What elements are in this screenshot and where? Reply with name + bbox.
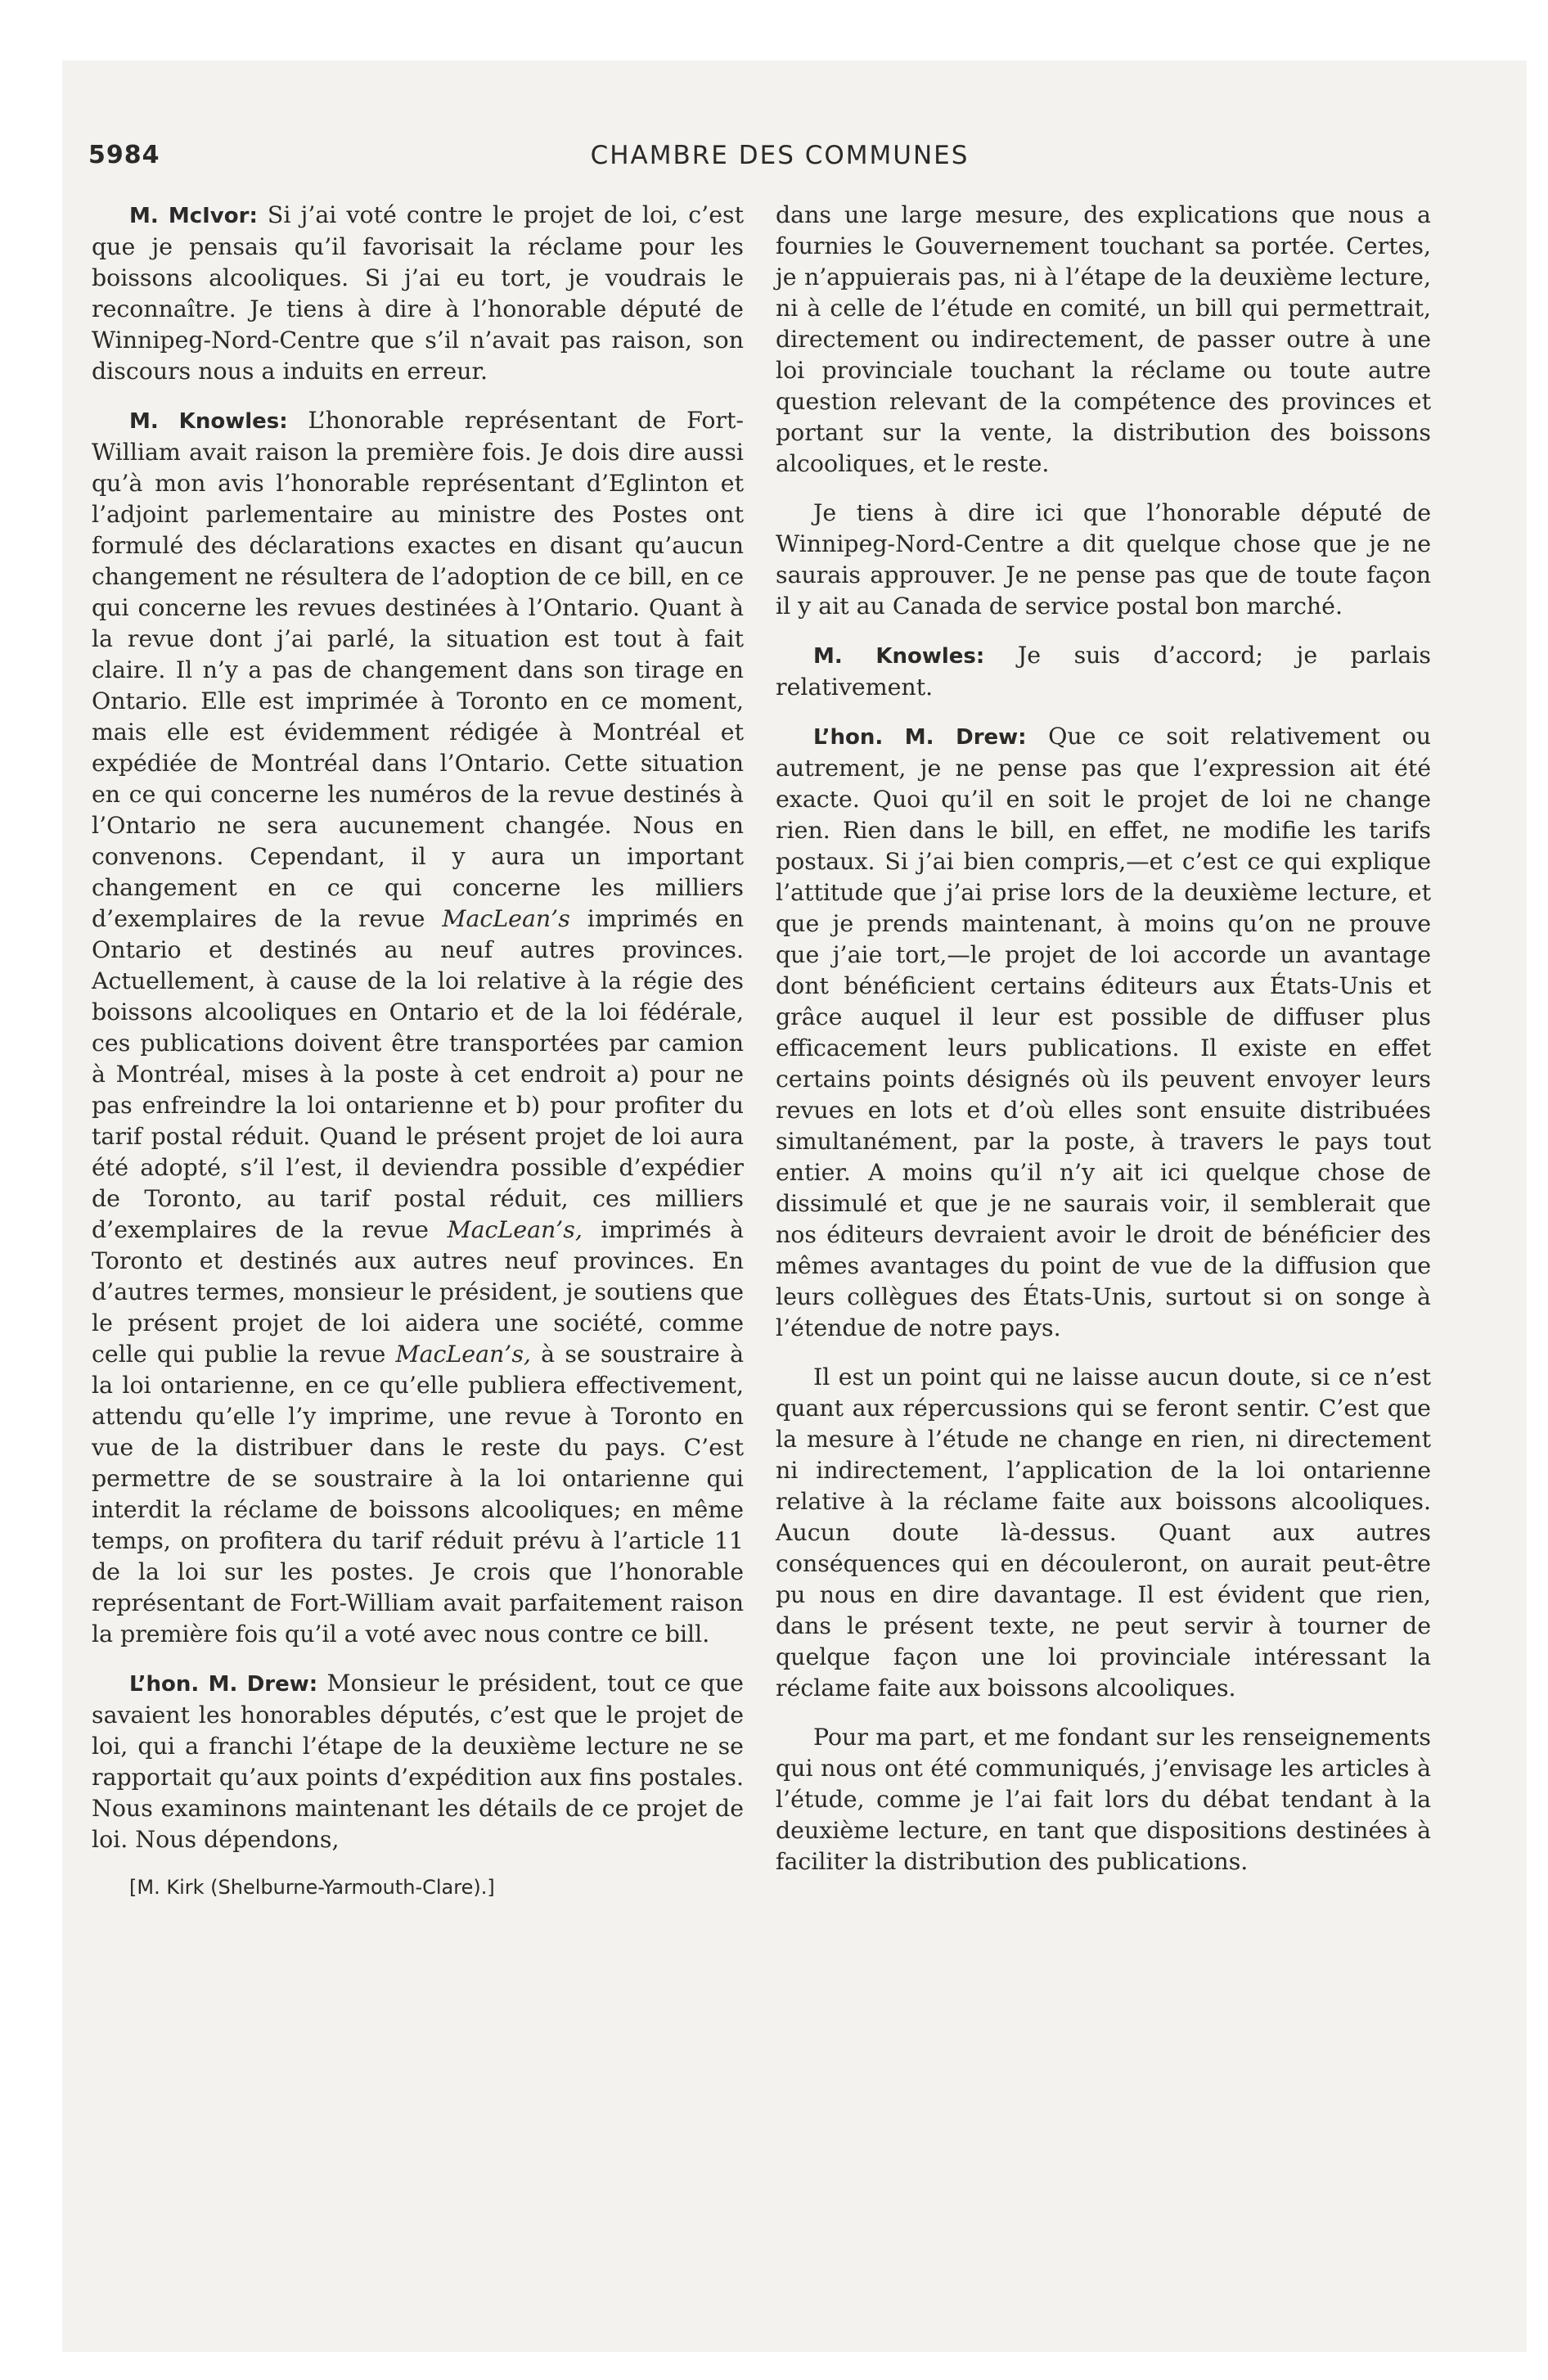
speaker-name: L’hon. M. Drew: xyxy=(813,725,1027,750)
speech-text: Si j’ai voté contre le projet de loi, c’est que je pensais qu’il favorisait la réclame pour les boissons alcooliques. Si j’ai eu tort, je voudrais le reconnaître. Je tiens à dire à l’honorable député de Winnipeg-Nord-Centre que s’il n’avait pas raison, son discours nous a induits en erreur. xyxy=(92,201,744,385)
paragraph: Pour ma part, et me fondant sur les renseignements qui nous ont été communiqués, j’envisage les articles à l’étude, comme je l’ai fait lors du débat tendant à la deuxième lecture, en tant que dispositions destinées à faciliter la distribution des publications. xyxy=(776,1724,1431,1875)
speaker-name: M. Knowles: xyxy=(813,644,985,669)
speech-text: imprimés à Toronto et destinés aux autres neuf provinces. En d’autres termes, monsieur le président, je soutiens que le présent projet de loi aidera une société, comme celle qui publie la revue xyxy=(92,1216,744,1368)
speech-continuation: dans une large mesure, des explications que nous a fournies le Gouvernement touchant sa portée. Certes, je n’appuierais pas, ni à l’étape de la deuxième lecture, ni à celle de l’étude en comité, un bill qui permettrait, directement ou indirectement, de passer outre à une loi provinciale touchant la réclame ou toute autre question relevant de la compétence des provinces et portant sur la vente, la distribution des boissons alcooliques, et le reste. xyxy=(776,201,1431,477)
page-number: 5984 xyxy=(88,141,160,169)
publication-title: MacLean’s, xyxy=(447,1216,583,1243)
speech-text: Je suis d’accord; je parlais relativement. xyxy=(776,642,1431,701)
publication-title: MacLean’s xyxy=(442,905,570,932)
footer-note: [M. Kirk (Shelburne-Yarmouth-Clare).] xyxy=(129,1876,495,1899)
speech-text: Que ce soit relativement ou autrement, je ne pense pas que l’expression ait été exacte. Quoi qu’il en soit le projet de loi ne change rien. Rien dans le bill, en effet, ne modifie les tarifs postaux. Si j’ai bien compris,—et c’est ce qui explique l’attitude que j’ai prise lors de la deuxième lecture, et que je prends maintenant, à moins qu’on ne prouve que j’aie tort,—le projet de loi accorde un avantage dont bénéficient certains éditeurs aux États-Unis et grâce auquel il leur est possible de diffuser plus efficacement leurs publications. Il existe en effet certains points désignés où ils peuvent envoyer leurs revues en lots et d’où elles sont ensuite distribuées simultanément, par la poste, à travers le pays tout entier. A moins qu’il n’y ait ici quelque chose de dissimulé et que je ne saurais voir, il semblerait que nos éditeurs devraient avoir le droit de bénéficier des mêmes avantages du point de vue de la diffusion que leurs collègues des États-Unis, surtout si on songe à l’étendue de notre pays. xyxy=(776,723,1431,1341)
page-header xyxy=(88,141,1471,174)
running-title: CHAMBRE DES COMMUNES xyxy=(590,141,970,170)
speech-drew xyxy=(92,1668,744,1855)
speech-mcivor xyxy=(92,200,744,387)
speech-knowles xyxy=(92,405,744,1650)
right-column xyxy=(776,200,1431,1895)
publication-title: MacLean’s, xyxy=(395,1341,531,1368)
speech-drew xyxy=(776,721,1431,1344)
paragraph: Il est un point qui ne laisse aucun doute, si ce n’est quant aux répercussions qui se feront sentir. C’est que la mesure à l’étude ne change en rien, ni directement ni indirectement, l’application de la loi ontarienne relative à la réclame faite aux boissons alcooliques. Aucun doute là-dessus. Quant aux autres conséquences qui en découleront, on aurait peut-être pu nous en dire davantage. Il est évident que rien, dans le présent texte, ne peut servir à tourner de quelque façon une loi provinciale intéressant la réclame faite aux boissons alcooliques. xyxy=(776,1364,1431,1702)
speaker-name: L’hon. M. Drew: xyxy=(129,1672,318,1697)
speech-text: imprimés en Ontario et destinés au neuf autres provinces. Actuellement, à cause de la loi relative à la régie des boissons alcooliques en Ontario et de la loi fédérale, ces publications doivent être transportées par camion à Montréal, mises à la poste à cet endroit a) pour ne pas enfreindre la loi ontarienne et b) pour profiter du tarif postal réduit. Quand le présent projet de loi aura été adopté, s’il l’est, il deviendra possible d’expédier de Toronto, au tarif postal réduit, ces milliers d’exemplaires de la revue xyxy=(92,905,744,1243)
speaker-name: M. McIvor: xyxy=(129,204,258,228)
speech-text: L’honorable représentant de Fort-William avait raison la première fois. Je dois dire aussi qu’à mon avis l’honorable représentant d’Eglinton et l’adjoint parlementaire au ministre des Postes ont formulé des déclarations exactes en disant qu’aucun changement ne résultera de l’adoption de ce bill, en ce qui concerne les revues destinées à l’Ontario. Quant à la revue dont j’ai parlé, la situation est tout à fait claire. Il n’y a pas de changement dans son tirage en Ontario. Elle est imprimée à Toronto en ce moment, mais elle est évidemment rédigée à Montréal et expédiée de Montréal dans l’Ontario. Cette situation en ce qui concerne les numéros de la revue destinés à l’Ontario ne sera aucunement changée. Nous en convenons. Cependant, il y aura un important changement en ce qui concerne les milliers d’exemplaires de la revue xyxy=(92,407,744,932)
speaker-name: M. Knowles: xyxy=(129,409,288,434)
paragraph: Je tiens à dire ici que l’honorable député de Winnipeg-Nord-Centre a dit quelque chose que je ne saurais approuver. Je ne pense pas que de toute façon il y ait au Canada de service postal bon marché. xyxy=(776,499,1431,620)
speech-text: à se soustraire à la loi ontarienne, en ce qu’elle publiera effectivement, attendu qu’elle l’y imprime, une revue à Toronto en vue de la distribuer dans le reste du pays. C’est permettre de se soustraire à la loi ontarienne qui interdit la réclame de boissons alcooliques; en même temps, on profitera du tarif réduit prévu à l’article 11 de la loi sur les postes. Je crois que l’honorable représentant de Fort-William avait parfaitement raison la première fois qu’il a voté avec nous contre ce bill. xyxy=(92,1341,744,1648)
left-column xyxy=(92,200,744,1901)
speech-text: Monsieur le président, tout ce que savaient les honorables députés, c’est que le projet de loi, qui a franchi l’étape de la deuxième lecture ne se rapportait qu’aux points d’expédition aux fins postales. Nous examinons maintenant les détails de ce projet de loi. Nous dépendons, xyxy=(92,1670,744,1853)
speech-knowles xyxy=(776,640,1431,703)
